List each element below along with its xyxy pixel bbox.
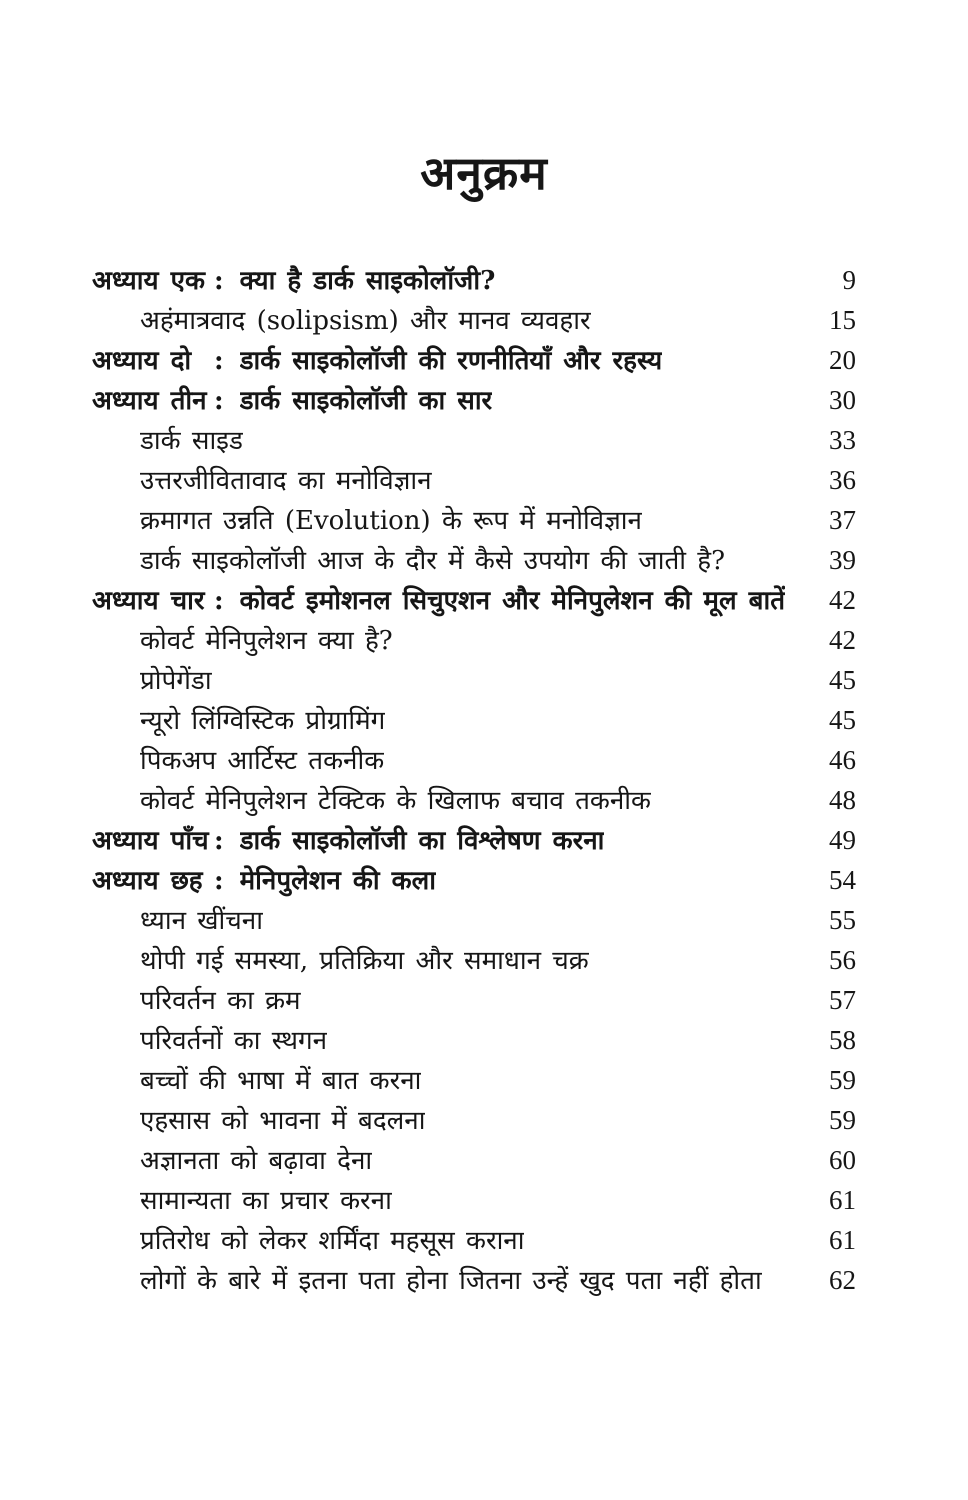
chapter-separator: : [214,386,224,416]
chapter-title: क्या है डार्क साइकोलॉजी? [239,266,496,296]
toc-entry-section [92,740,856,780]
toc-entry-chapter [92,340,856,380]
toc-entry-section [92,700,856,740]
page-number: 42 [829,585,856,615]
section-title: कोवर्ट मेनिपुलेशन टेक्टिक के खिलाफ बचाव तकनीक [140,786,651,816]
toc-entry-chapter [92,820,856,860]
toc-entry-section [92,1140,856,1180]
toc-entry-section [92,1220,856,1260]
section-title: बच्चों की भाषा में बात करना [140,1066,422,1096]
page-number: 45 [829,705,856,735]
page-number: 33 [829,425,856,455]
chapter-label: अध्याय पाँच [92,826,209,856]
chapter-separator: : [214,826,224,856]
toc-entry-section [92,420,856,460]
page-number: 48 [829,785,856,815]
section-title: क्रमागत उन्नति (Evolution) के रूप में मनोविज्ञान [140,506,642,536]
section-title: सामान्यता का प्रचार करना [140,1186,392,1216]
page-number: 42 [829,625,856,655]
page-number: 9 [842,265,856,295]
page-number: 57 [829,985,856,1015]
section-title: लोगों के बारे में इतना पता होना जितना उन्हें खुद पता नहीं होता [140,1266,762,1296]
page-number: 61 [829,1185,856,1215]
page-number: 59 [829,1105,856,1135]
toc-entry-chapter [92,580,856,620]
chapter-separator: : [214,346,224,376]
page-number: 61 [829,1225,856,1255]
toc-entry-section [92,540,856,580]
section-title: ध्यान खींचना [140,906,263,936]
chapter-title: डार्क साइकोलॉजी की रणनीतियाँ और रहस्य [239,346,663,376]
page-number: 20 [829,345,856,375]
section-title: पिकअप आर्टिस्ट तकनीक [140,746,385,776]
page-number: 49 [829,825,856,855]
section-title: कोवर्ट मेनिपुलेशन क्या है? [140,626,393,656]
chapter-label: अध्याय चार [92,586,205,616]
chapter-title: डार्क साइकोलॉजी का विश्लेषण करना [239,826,605,856]
section-title: अहंमात्रवाद (solipsism) और मानव व्यवहार [140,306,591,336]
toc-entry-section [92,1020,856,1060]
toc-entry-chapter [92,380,856,420]
toc-entry-section [92,300,856,340]
page-number: 15 [829,305,856,335]
page-number: 37 [829,505,856,535]
chapter-label: अध्याय छह [92,866,203,896]
chapter-separator: : [214,866,224,896]
toc-entry-section [92,660,856,700]
toc-entry-section [92,460,856,500]
page-number: 54 [829,865,856,895]
toc-entry-chapter [92,860,856,900]
chapter-title: मेनिपुलेशन की कला [239,866,436,896]
chapter-label: अध्याय एक [92,266,205,296]
section-title: परिवर्तन का क्रम [140,986,301,1016]
toc-entry-section [92,1260,856,1300]
chapter-title: डार्क साइकोलॉजी का सार [239,386,493,416]
chapter-separator: : [214,586,224,616]
page-number: 36 [829,465,856,495]
toc-entry-section [92,620,856,660]
page-number: 60 [829,1145,856,1175]
page-number: 30 [829,385,856,415]
toc-entry-section [92,940,856,980]
page-number: 59 [829,1065,856,1095]
chapter-title: कोवर्ट इमोशनल सिचुएशन और मेनिपुलेशन की मूल बातें [239,586,786,616]
toc-entry-section [92,980,856,1020]
toc-entry-chapter [92,260,856,300]
section-title: डार्क साइड [140,426,243,456]
toc-entry-section [92,1180,856,1220]
section-title: एहसास को भावना में बदलना [140,1106,426,1136]
section-title: न्यूरो लिंग्विस्टिक प्रोग्रामिंग [140,706,386,736]
toc-entry-section [92,780,856,820]
page-number: 58 [829,1025,856,1055]
section-title: प्रतिरोध को लेकर शर्मिंदा महसूस कराना [140,1226,525,1256]
chapter-label: अध्याय दो [92,346,192,376]
chapter-separator: : [214,266,224,296]
section-title: उत्तरजीवितावाद का मनोविज्ञान [140,466,432,496]
section-title: अज्ञानता को बढ़ावा देना [140,1146,373,1176]
section-title: डार्क साइकोलॉजी आज के दौर में कैसे उपयोग की जाती है? [140,546,726,576]
page-number: 55 [829,905,856,935]
toc-entry-section [92,1060,856,1100]
page-title: अनुक्रम [420,146,548,200]
page-number: 45 [829,665,856,695]
page-number: 62 [829,1265,856,1295]
page-number: 46 [829,745,856,775]
toc-entry-section [92,900,856,940]
table-of-contents [92,260,856,1300]
section-title: परिवर्तनों का स्थगन [140,1026,328,1056]
section-title: प्रोपेगेंडा [140,666,212,696]
page-number: 56 [829,945,856,975]
page-number: 39 [829,545,856,575]
chapter-label: अध्याय तीन [92,386,207,416]
toc-entry-section [92,500,856,540]
section-title: थोपी गई समस्या, प्रतिक्रिया और समाधान चक्र [140,946,589,976]
toc-entry-section [92,1100,856,1140]
